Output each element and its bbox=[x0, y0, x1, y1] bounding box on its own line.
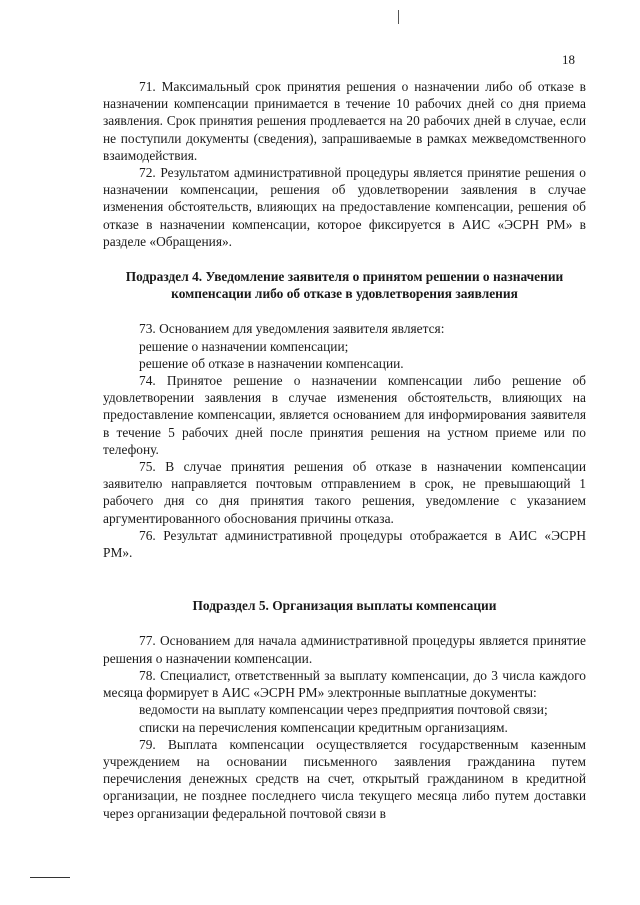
subsection-5-heading: Подраздел 5. Организация выплаты компенсации bbox=[192, 598, 497, 614]
paragraph-78-item: списки на перечисления компенсации кредитным организациям. bbox=[139, 719, 508, 735]
page-number: 18 bbox=[562, 52, 575, 67]
paragraph-73: 73. Основанием для уведомления заявителя является: bbox=[139, 321, 445, 337]
spacer bbox=[103, 250, 586, 268]
paragraph-78: 78. Специалист, ответственный за выплату компенсации, до 3 числа каждого месяца формирует в АИС «ЭСРН РМ» электронные выплатные документы: bbox=[103, 667, 586, 701]
paragraph-78-item: ведомости на выплату компенсации через предприятия почтовой связи; bbox=[139, 702, 548, 718]
paragraph-74: 74. Принятое решение о назначении компенсации либо решение об удовлетворении заявления в случае изменения обстоятельств, влияющих на предоставление компенсации, является основанием для информирования заявителя в течение 5 рабочих дней после принятия решения на устном приеме или по телефону. bbox=[103, 373, 586, 457]
subsection-4-heading: Подраздел 4. Уведомление заявителя о принятом решении о назначении компенсации либо об отказе в удовлетворения заявления bbox=[125, 269, 564, 302]
spacer bbox=[103, 561, 586, 597]
paragraph-76: 76. Результат административной процедуры отображается в АИС «ЭСРН РМ». bbox=[103, 527, 586, 561]
spacer bbox=[103, 302, 586, 320]
paragraph-79: 79. Выплата компенсации осуществляется государственным казенным учреждением на основании письменного заявления гражданина путем перечисления денежных средств на счет, открытый гражданином в кредитной организации, не позднее последнего числа текущего месяца либо путем доставки через организации федеральной почтовой связи в bbox=[103, 736, 586, 821]
paragraph-75: 75. В случае принятия решения об отказе в назначении компенсации заявителю направляется почтовым отправлением в срок, не превышающий 1 рабочего дня со дня принятия такого решения, уведомление с указанием аргументированного обоснования причины отказа. bbox=[103, 459, 586, 526]
spacer bbox=[103, 614, 586, 632]
document-body bbox=[103, 78, 586, 822]
paragraph-77: 77. Основанием для начала административной процедуры является принятие решения о назначении компенсации. bbox=[103, 633, 586, 666]
paragraph-73-item: решение об отказе в назначении компенсации. bbox=[139, 355, 404, 371]
scan-mark bbox=[398, 10, 399, 24]
paragraph-72: 72. Результатом административной процедуры является принятие решения о назначении компенсации, решения об удовлетворении заявления в случае изменения обстоятельств, влияющих на предоставление компенсации, решения об отказе в назначении компенсации, которое фиксируется в АИС «ЭСРН РМ» в разделе «Обращения». bbox=[103, 165, 586, 249]
paragraph-71: 71. Максимальный срок принятия решения о назначении либо об отказе в назначении компенсации принимается в течение 10 рабочих дней со дня приема заявления. Срок принятия решения продлевается на 20 рабочих дней в случае, если не поступили документы (сведения), запрашиваемые в рамках межведомственного взаимодействия. bbox=[103, 79, 586, 163]
scan-mark bbox=[30, 877, 70, 878]
paragraph-73-item: решение о назначении компенсации; bbox=[139, 338, 349, 354]
